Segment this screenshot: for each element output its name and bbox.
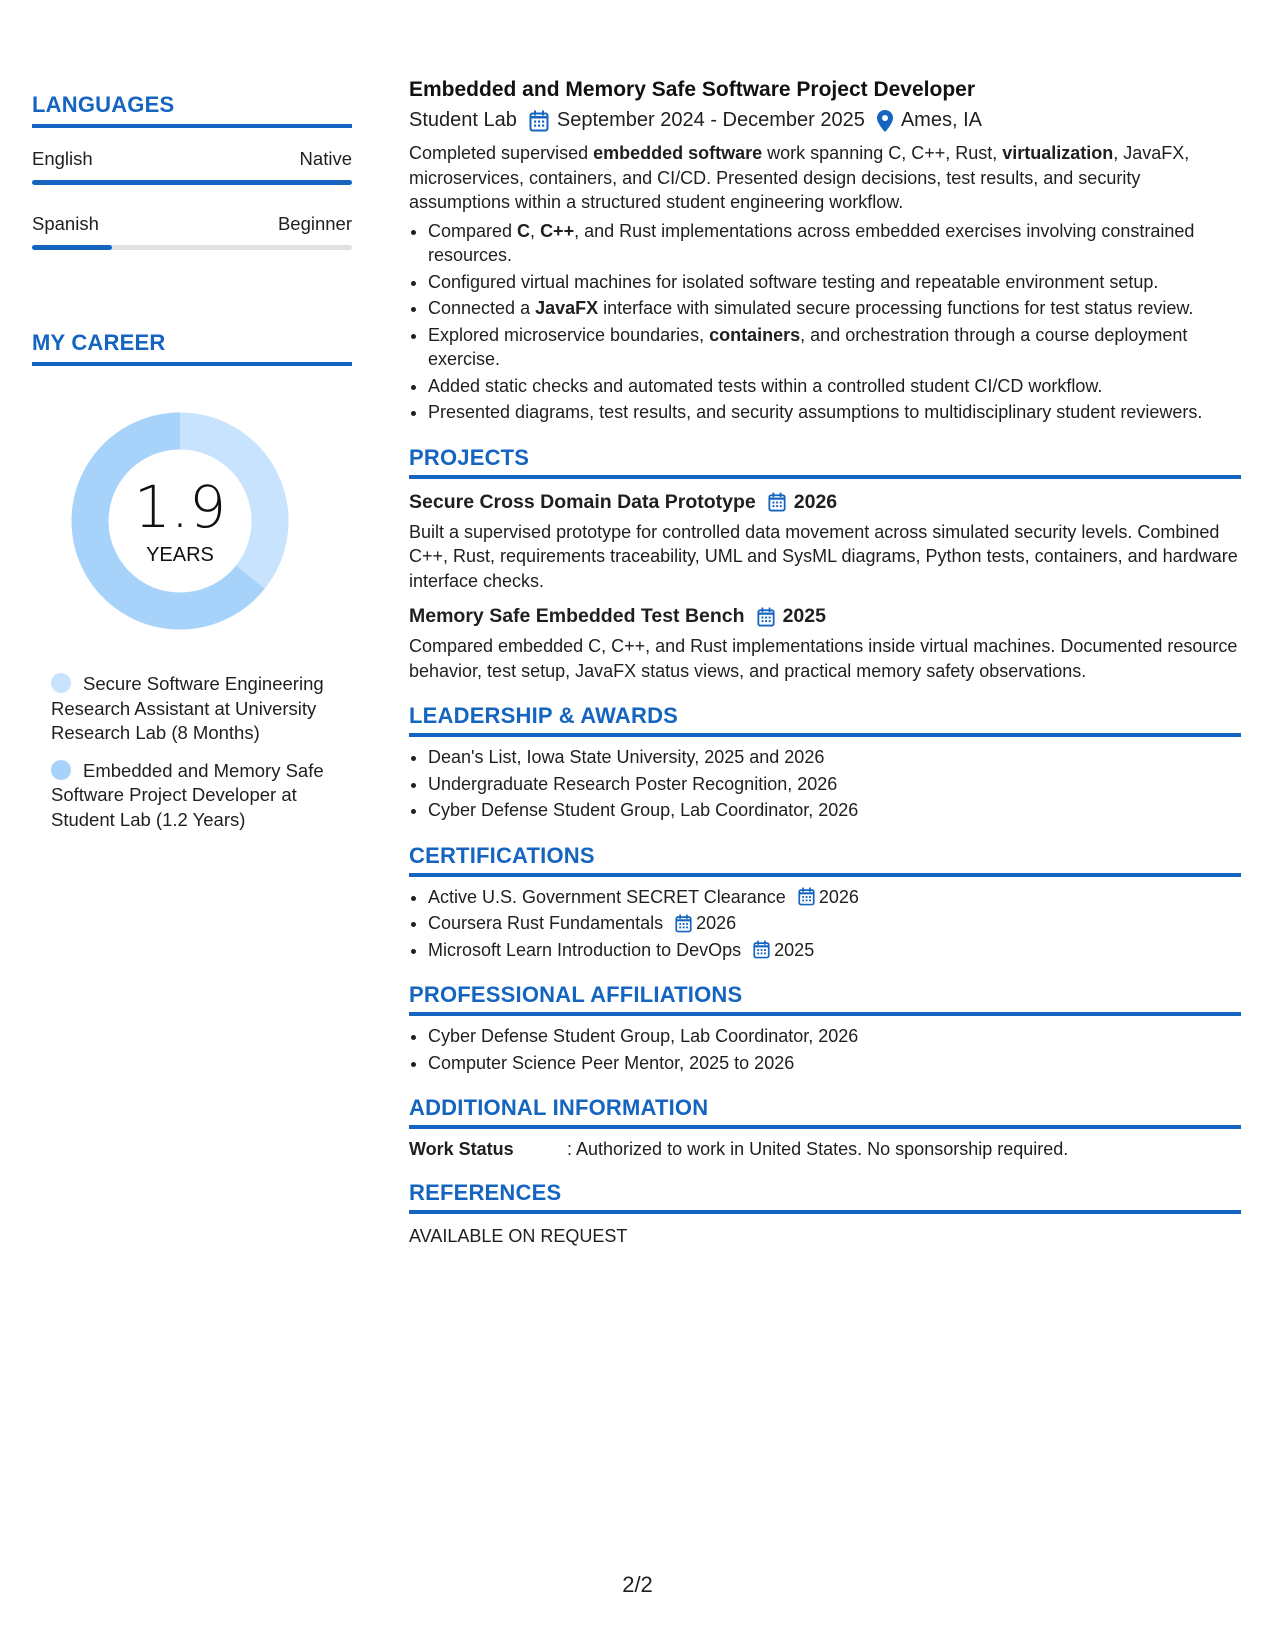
- project-description: Compared embedded C, C++, and Rust implementations inside virtual machines. Documented resource behavior, test setup, JavaFX status views, and practical memory safety observations.: [409, 636, 1238, 681]
- certification-item: [428, 911, 1241, 936]
- leadership-item: • Undergraduate Research Poster Recognition, 2026: [428, 772, 1241, 797]
- calendar-icon: [768, 492, 786, 512]
- certification-item: [428, 885, 1241, 910]
- left-column: [32, 92, 352, 845]
- career-years-value: 1.9: [133, 473, 227, 541]
- bullet-text: interface with simulated secure processing functions for test status review.: [598, 298, 1194, 318]
- location-pin-icon: [877, 110, 893, 132]
- bullet-text: Explored microservice boundaries,: [428, 324, 710, 345]
- bullet-bold: containers: [709, 324, 801, 345]
- language-level: Native: [299, 148, 352, 169]
- projects-heading: PROJECTS: [409, 445, 1241, 479]
- calendar-icon: [675, 914, 692, 933]
- affiliation-item: • Computer Science Peer Mentor, 2025 to 2026: [428, 1051, 1241, 1076]
- bullet-bold: C: [517, 220, 531, 241]
- language-proficiency-bar: [32, 245, 352, 250]
- calendar-icon: [798, 887, 815, 906]
- languages-heading: LANGUAGES: [32, 92, 352, 128]
- calendar-icon: [529, 110, 549, 132]
- job-location: Ames, IA: [900, 109, 982, 131]
- job-meta: [409, 109, 1241, 132]
- legend-label: Secure Software Engineering Research Assistant at University Research Lab (8 Months): [51, 673, 324, 743]
- bullet-bold: C++: [540, 220, 575, 241]
- job-bullet: • Configured virtual machines for isolated software testing and repeatable environment setup.: [428, 270, 1241, 295]
- summary-text: Completed supervised: [409, 143, 594, 163]
- certification-item: [428, 938, 1241, 963]
- language-name: English: [32, 148, 93, 169]
- leadership-heading: LEADERSHIP & AWARDS: [409, 703, 1241, 737]
- page-number: 2/2: [622, 1572, 653, 1597]
- certifications-list: [409, 885, 1241, 963]
- work-status-label: Work Status: [409, 1139, 514, 1159]
- job-title: Embedded and Memory Safe Software Project Developer: [409, 78, 975, 101]
- career-heading: MY CAREER: [32, 330, 352, 366]
- calendar-icon: [753, 940, 770, 959]
- language-name: Spanish: [32, 213, 99, 234]
- affiliations-list: [409, 1024, 1241, 1075]
- bullet-bold: JavaFX: [535, 298, 599, 318]
- project-year: 2026: [793, 490, 838, 513]
- project-name: Memory Safe Embedded Test Bench: [409, 605, 745, 627]
- work-status-value: : Authorized to work in United States. No sponsorship required.: [567, 1139, 1069, 1159]
- affiliations-heading: PROFESSIONAL AFFILIATIONS: [409, 982, 1241, 1016]
- bullet-text: , and Rust implementations across embedded exercises involving constrained resources.: [428, 220, 1195, 265]
- certification-year: 2025: [774, 939, 815, 960]
- summary-text: work spanning C, C++, Rust,: [762, 143, 1003, 163]
- certification-year: 2026: [818, 886, 859, 907]
- work-status-row: [409, 1139, 1241, 1160]
- bullet-text: Compared: [428, 220, 518, 241]
- job-bullet: [428, 219, 1241, 268]
- job-dates: September 2024 - December 2025: [556, 109, 865, 131]
- job-bullet: [428, 323, 1241, 372]
- job-bullet: [428, 296, 1241, 321]
- right-column: [409, 78, 1241, 1247]
- bullet-text: ,: [530, 220, 541, 241]
- legend-dot-icon: [51, 760, 71, 780]
- bullet-text: Connected a: [428, 298, 536, 318]
- certification-name: • Active U.S. Government SECRET Clearance: [428, 886, 786, 907]
- references-heading: REFERENCES: [409, 1180, 1241, 1214]
- leadership-item: • Cyber Defense Student Group, Lab Coordinator, 2026: [428, 798, 1241, 823]
- language-proficiency-fill: [32, 245, 112, 250]
- legend-dot-icon: [51, 673, 71, 693]
- references-text: AVAILABLE ON REQUEST: [409, 1226, 628, 1246]
- career-legend-item: [51, 672, 352, 746]
- language-item-spanish: [32, 213, 352, 250]
- project-year: 2025: [782, 605, 826, 627]
- language-proficiency-fill: [32, 180, 352, 185]
- calendar-icon: [757, 607, 775, 627]
- career-legend: [32, 672, 352, 832]
- job-summary: [409, 141, 1241, 215]
- certification-year: 2026: [696, 913, 737, 933]
- project-name: Secure Cross Domain Data Prototype: [409, 490, 756, 513]
- language-proficiency-bar: [32, 180, 352, 185]
- affiliation-item: • Cyber Defense Student Group, Lab Coordinator, 2026: [428, 1024, 1241, 1049]
- job-bullet: • Presented diagrams, test results, and security assumptions to multidisciplinary student reviewers.: [428, 400, 1241, 425]
- summary-text: , JavaFX, microservices, containers, and CI/CD. Presented design decisions, test results, and security assumptions within a structured student engineering workflow.: [409, 143, 1190, 212]
- leadership-list: [409, 745, 1241, 823]
- job-bullet: • Added static checks and automated tests within a controlled student CI/CD workflow.: [428, 374, 1241, 399]
- career-donut-chart: [65, 406, 295, 636]
- certification-name: • Microsoft Learn Introduction to DevOps: [428, 939, 742, 960]
- legend-label: Embedded and Memory Safe Software Project Developer at Student Lab (1.2 Years): [51, 759, 324, 830]
- language-item-english: [32, 148, 352, 185]
- career-years-label: YEARS: [146, 544, 214, 566]
- job-bullets: [409, 219, 1241, 425]
- donut-center: [65, 406, 295, 636]
- job-org: Student Lab: [409, 109, 517, 131]
- career-legend-item: [51, 759, 352, 833]
- project-item: [409, 605, 1241, 683]
- certifications-heading: CERTIFICATIONS: [409, 843, 1241, 877]
- bullet-text: , and orchestration through a course deployment exercise.: [428, 324, 1188, 369]
- project-description: Built a supervised prototype for controlled data movement across simulated security levels. Combined C++, Rust, requirements traceability, UML and SysML diagrams, Python tests, containers, and hardware interface checks.: [409, 521, 1238, 591]
- summary-bold: virtualization: [1002, 143, 1114, 163]
- additional-info-heading: ADDITIONAL INFORMATION: [409, 1095, 1241, 1129]
- summary-bold: embedded software: [593, 143, 763, 163]
- certification-name: • Coursera Rust Fundamentals: [428, 913, 664, 933]
- leadership-item: • Dean's List, Iowa State University, 2025 and 2026: [428, 745, 1241, 770]
- project-item: [409, 491, 1241, 594]
- language-level: Beginner: [277, 213, 352, 234]
